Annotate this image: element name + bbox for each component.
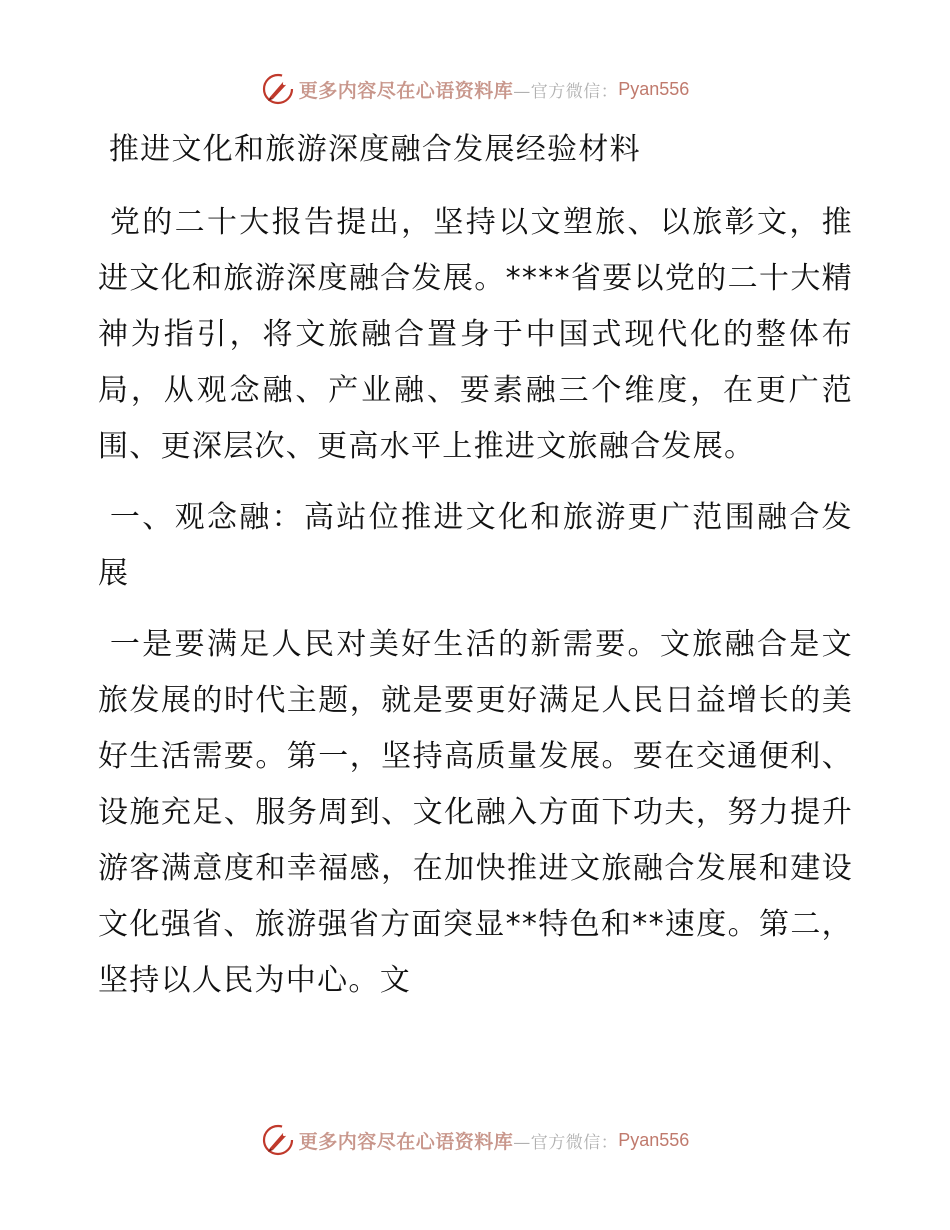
section-heading-1: 一、观念融：高站位推进文化和旅游更广范围融合发展 bbox=[98, 500, 853, 591]
watermark-footer bbox=[0, 1123, 950, 1157]
pen-logo-icon bbox=[261, 72, 295, 106]
watermark-wechat-id: Pyan556 bbox=[618, 78, 690, 99]
watermark-header bbox=[0, 72, 950, 106]
document-body bbox=[98, 122, 853, 1009]
watermark-main-text: 更多内容尽在心语资料库 bbox=[298, 79, 514, 102]
watermark-separator-text: —官方微信： bbox=[513, 1132, 619, 1153]
paragraph-intro: 党的二十大报告提出，坚持以文塑旅、以旅彰文，推进文化和旅游深度融合发展。****省要以党的二十大精神为指引，将文旅融合置身于中国式现代化的整体布局，从观念融、产业融、要素融三个维度，在更广范围、更深层次、更高水平上推进文旅融合发展。 bbox=[98, 205, 853, 464]
document-title: 推进文化和旅游深度融合发展经验材料 bbox=[98, 132, 641, 167]
paragraph-point-1: 一是要满足人民对美好生活的新需要。文旅融合是文旅发展的时代主题，就是要更好满足人民日益增长的美好生活需要。第一，坚持高质量发展。要在交通便利、设施充足、服务周到、文化融入方面下功夫，努力提升游客满意度和幸福感，在加快推进文旅融合发展和建设文化强省、旅游强省方面突显**特色和**速度。第二，坚持以人民为中心。文 bbox=[98, 627, 853, 998]
pen-logo-icon bbox=[261, 1123, 295, 1157]
watermark-separator-text: —官方微信： bbox=[513, 81, 619, 102]
watermark-main-text: 更多内容尽在心语资料库 bbox=[298, 1130, 514, 1153]
watermark-wechat-id: Pyan556 bbox=[618, 1129, 690, 1150]
